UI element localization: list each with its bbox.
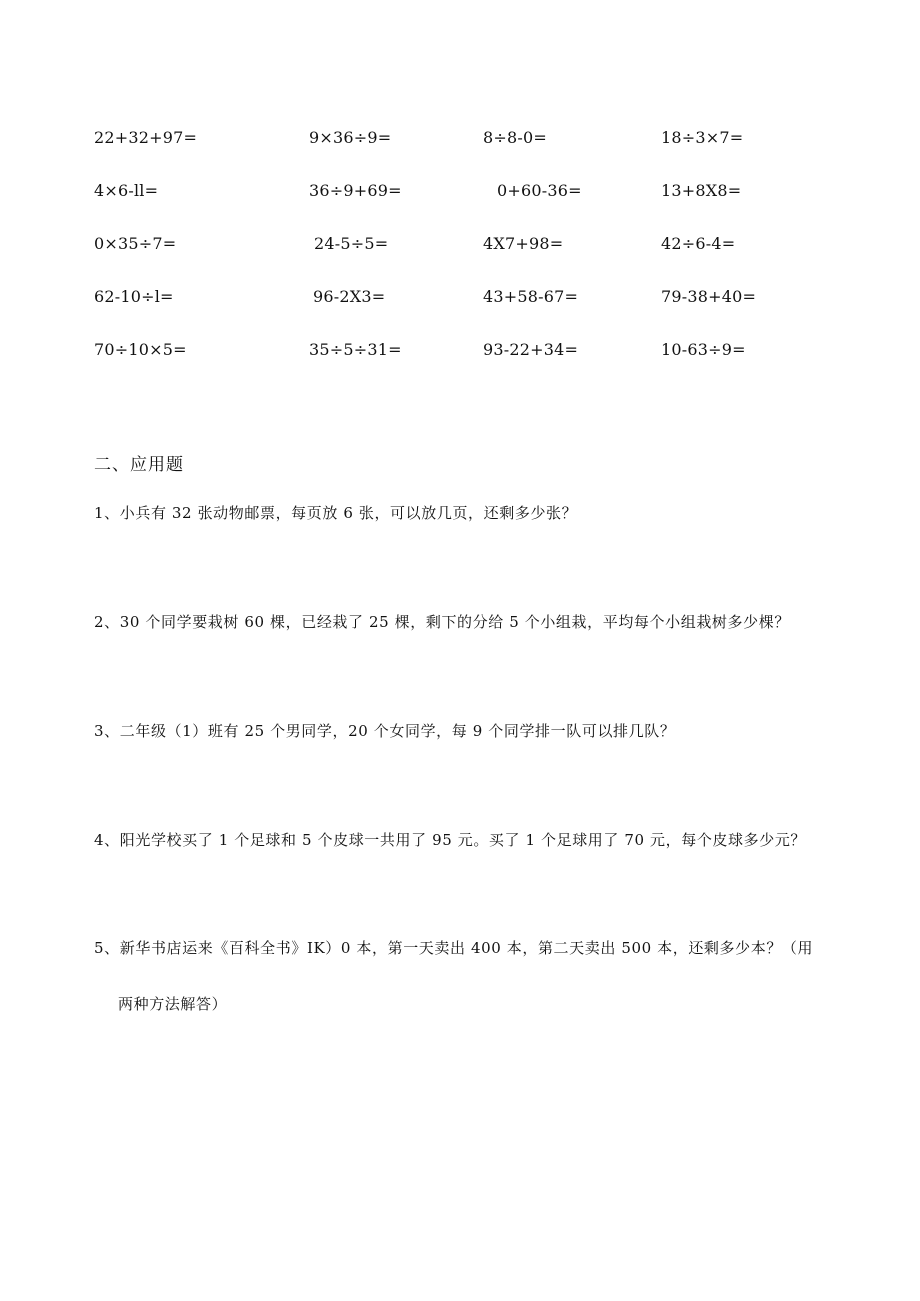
calculation-row [94,287,814,340]
calculation-item: 9×36÷9= [309,128,392,147]
word-problem-continuation: 两种方法解答） [118,995,228,1013]
calculation-item: 13+8X8= [661,181,742,200]
calculation-row [94,340,814,393]
calculation-item: 42÷6-4= [661,234,736,253]
calculation-item: 35÷5÷31= [309,340,402,359]
calculation-item: 24-5÷5= [314,234,389,253]
calculation-item: 96-2X3= [313,287,386,306]
word-problem: 5、新华书店运来《百科全书》IK）0 本，第一天卖出 400 本，第二天卖出 500 本，还剩多少本？（用 [94,939,814,957]
calculation-item: 43+58-67= [483,287,579,306]
calculation-item: 18÷3×7= [661,128,744,147]
calculation-row [94,128,814,181]
calculation-item: 4X7+98= [483,234,564,253]
calculation-item: 0+60-36= [497,181,582,200]
calculation-item: 70÷10×5= [94,340,187,359]
word-problem: 2、30 个同学要栽树 60 棵，已经栽了 25 棵，剩下的分给 5 个小组栽，平均每个小组栽树多少棵？ [94,613,790,631]
calculation-item: 62-10÷l= [94,287,174,306]
word-problem: 1、小兵有 32 张动物邮票，每页放 6 张，可以放几页，还剩多少张？ [94,504,578,522]
calculation-item: 4×6-ll= [94,181,159,200]
calculation-item: 22+32+97= [94,128,198,147]
calculation-row [94,181,814,234]
calculation-item: 93-22+34= [483,340,579,359]
calculation-item: 79-38+40= [661,287,757,306]
calculation-item: 8÷8-0= [483,128,547,147]
calculation-row [94,234,814,287]
word-problem: 4、阳光学校买了 1 个足球和 5 个皮球一共用了 95 元。买了 1 个足球用了 70 元，每个皮球多少元？ [94,831,807,849]
section-title: 二、应用题 [94,455,184,475]
calculation-item: 0×35÷7= [94,234,177,253]
calculation-item: 36÷9+69= [309,181,402,200]
calculation-grid [94,128,814,393]
calculation-item: 10-63÷9= [661,340,746,359]
word-problem: 3、二年级（1）班有 25 个男同学，20 个女同学，每 9 个同学排一队可以排几队？ [94,722,676,740]
